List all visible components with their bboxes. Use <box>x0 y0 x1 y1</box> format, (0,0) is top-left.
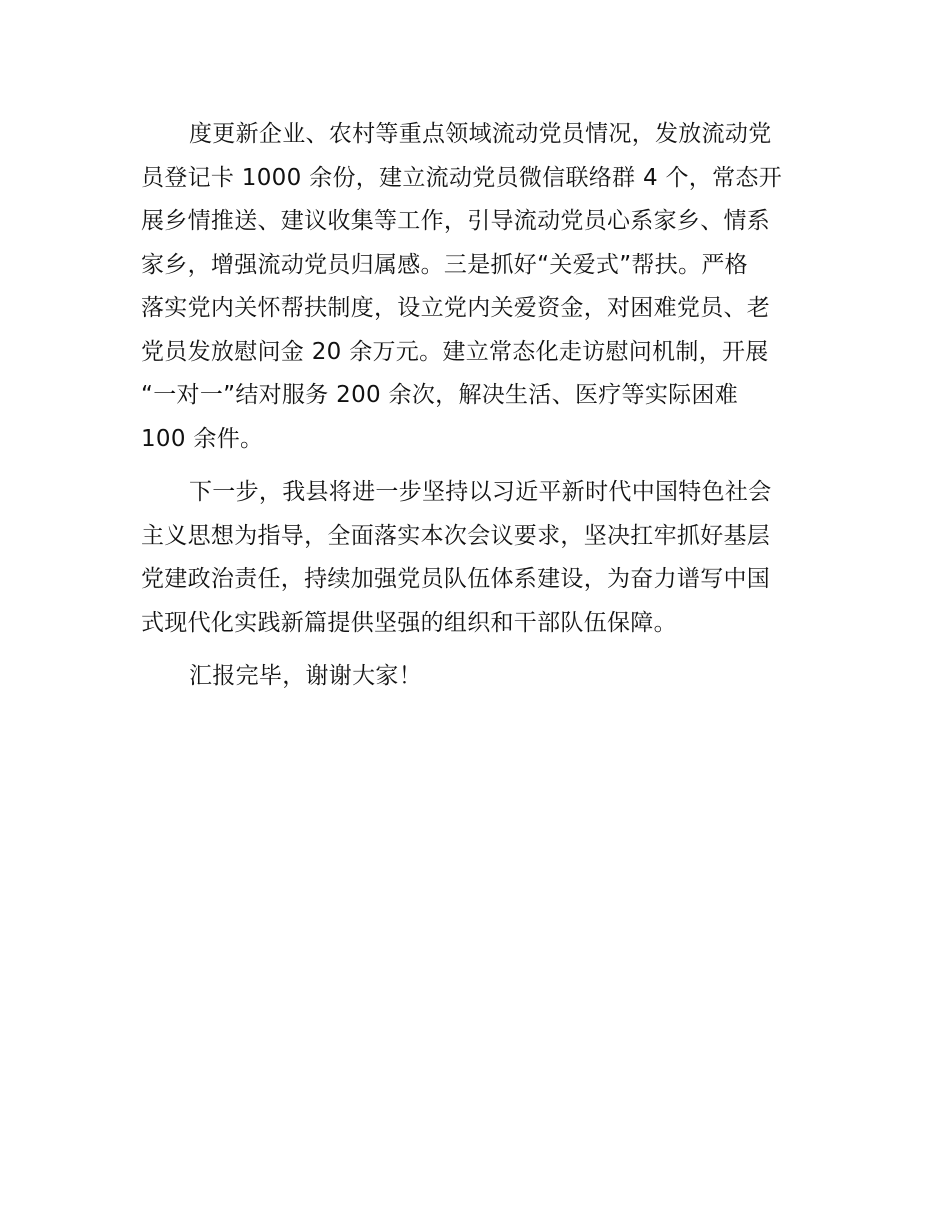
text-line: 党员发放慰问金 20 余万元。建立常态化走访慰问机制，开展 <box>141 338 769 365</box>
text-line: 100 余件。 <box>141 425 264 452</box>
text-line: 主义思想为指导，全面落实本次会议要求，坚决扛牢抓好基层 <box>141 522 771 549</box>
paragraph-2 <box>141 471 813 645</box>
text-line: 员登记卡 1000 余份，建立流动党员微信联络群 4 个，常态开 <box>141 164 783 191</box>
text-line: 下一步，我县将进一步坚持以习近平新时代中国特色社会 <box>189 479 772 505</box>
text-line: 落实党内关怀帮扶制度，设立党内关爱资金，对困难党员、老 <box>141 295 771 321</box>
paragraph-1 <box>141 113 813 461</box>
document-body <box>141 113 813 699</box>
text-line: 汇报完毕，谢谢大家！ <box>189 663 422 689</box>
text-line: 展乡情推送、建议收集等工作，引导流动党员心系家乡、情系 <box>141 208 771 234</box>
text-line: 党建政治责任，持续加强党员队伍体系建设，为奋力谱写中国 <box>141 566 771 592</box>
paragraph-gap <box>141 461 813 471</box>
text-line: 式现代化实践新篇提供坚强的组织和干部队伍保障。 <box>141 609 677 636</box>
text-line: “一对一”结对服务 200 余次，解决生活、医疗等实际困难 <box>141 382 739 408</box>
text-line: 家乡，增强流动党员归属感。三是抓好“关爱式”帮扶。严格 <box>141 251 748 278</box>
paragraph-3 <box>141 655 813 699</box>
text-line: 度更新企业、农村等重点领域流动党员情况，发放流动党 <box>189 121 772 147</box>
paragraph-gap <box>141 645 813 655</box>
